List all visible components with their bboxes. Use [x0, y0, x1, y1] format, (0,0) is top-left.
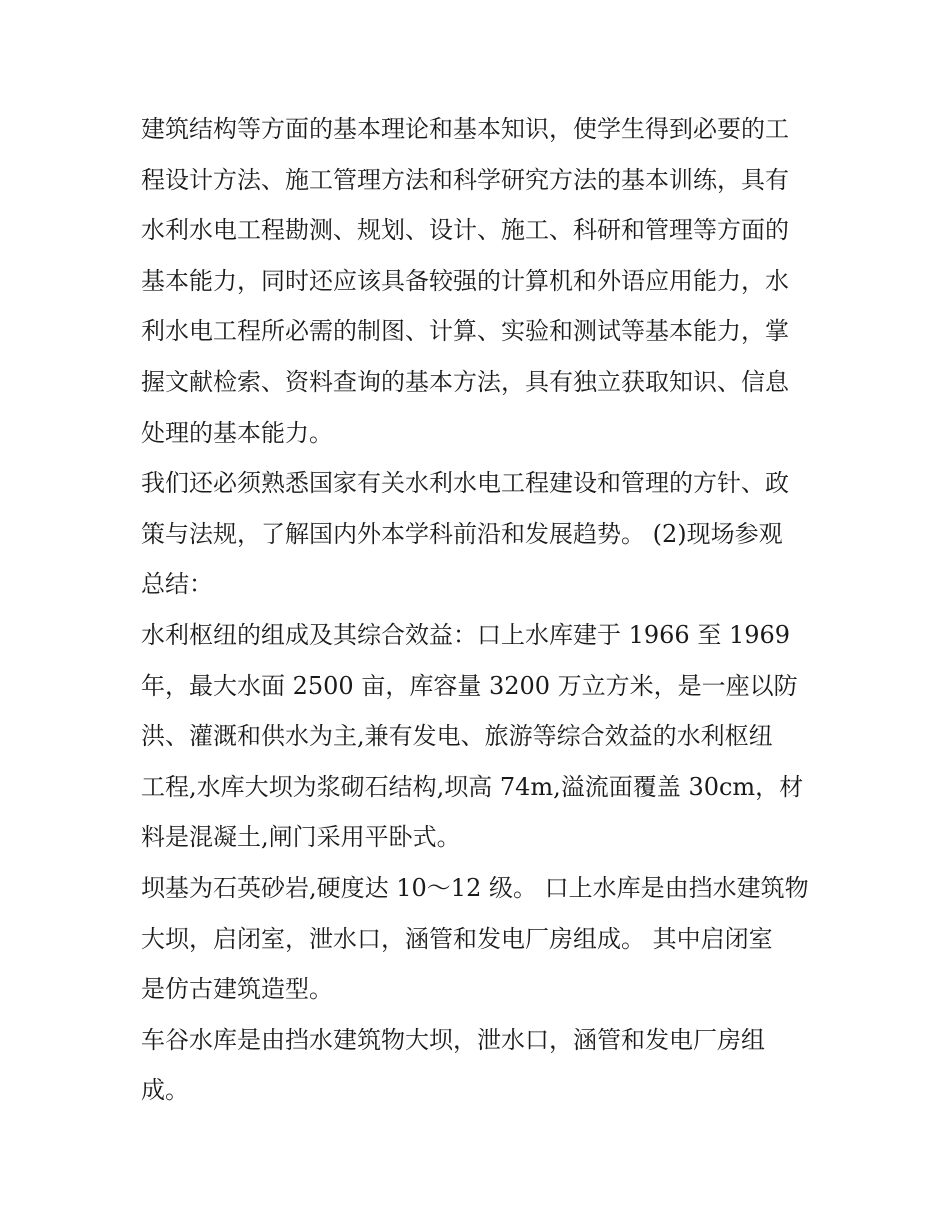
text-line: 是仿古建筑造型。: [141, 975, 333, 1004]
text-line: 洪、灌溉和供水为主,兼有发电、旅游等综合效益的水利枢纽: [141, 722, 773, 751]
text-line: 我们还必须熟悉国家有关水利水电工程建设和管理的方针、政: [141, 469, 789, 498]
body-text: [141, 104, 821, 1116]
text-line: 水利水电工程勘测、规划、设计、施工、科研和管理等方面的: [141, 216, 789, 245]
text-line: 基本能力，同时还应该具备较强的计算机和外语应用能力，水: [141, 266, 789, 295]
text-line: 握文献检索、资料查询的基本方法，具有独立获取知识、信息: [141, 367, 789, 396]
text-line: 处理的基本能力。: [141, 418, 333, 447]
text-line: 成。: [141, 1076, 189, 1105]
text-line: 车谷水库是由挡水建筑物大坝，泄水口，涵管和发电厂房组: [141, 1025, 765, 1054]
text-line: 总结：: [141, 570, 213, 599]
text-line: 策与法规，了解国内外本学科前沿和发展趋势。 (2)现场参观: [141, 519, 783, 548]
text-line: 料是混凝土,闸门采用平卧式。: [141, 823, 461, 852]
text-line: 工程,水库大坝为浆砌石结构,坝高 74m,溢流面覆盖 30cm，材: [141, 772, 804, 801]
text-line: 大坝，启闭室，泄水口，涵管和发电厂房组成。 其中启闭室: [141, 924, 773, 953]
text-line: 水利枢纽的组成及其综合效益：口上水库建于 1966 至 1969: [141, 620, 791, 649]
text-line: 建筑结构等方面的基本理论和基本知识，使学生得到必要的工: [141, 115, 789, 143]
text-line: 程设计方法、施工管理方法和科学研究方法的基本训练，具有: [141, 165, 789, 194]
text-line: 年，最大水面 2500 亩，库容量 3200 万立方米，是一座以防: [141, 671, 798, 700]
text-line: 坝基为石英砂岩,硬度达 10～12 级。 口上水库是由挡水建筑物: [141, 873, 809, 902]
text-line: 利水电工程所必需的制图、计算、实验和测试等基本能力，掌: [141, 317, 789, 346]
